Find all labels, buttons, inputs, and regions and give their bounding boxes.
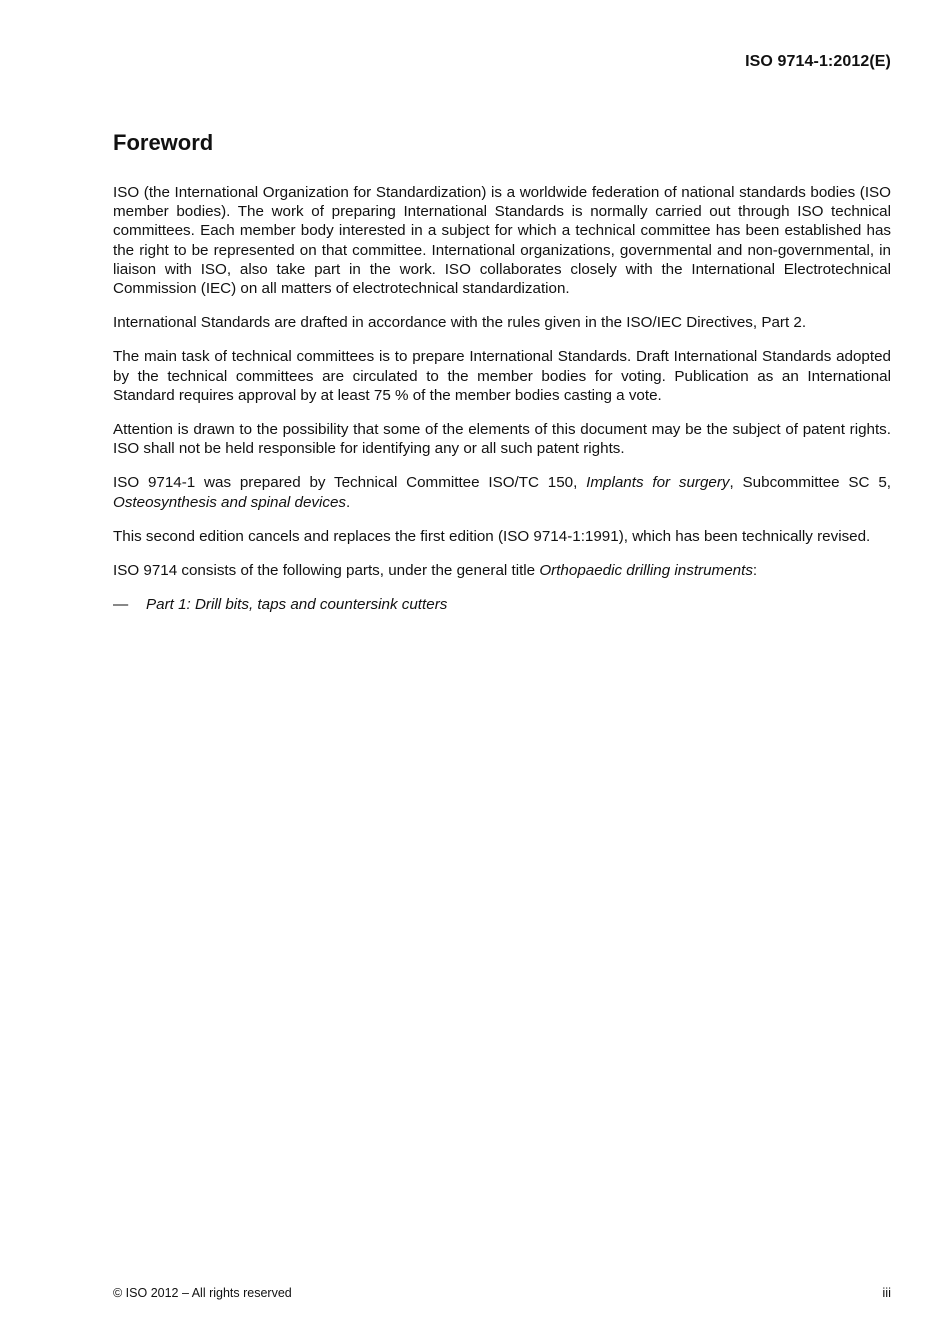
parts-intro-text-2: :: [752, 562, 758, 580]
subcommittee-title: Osteosynthesis and spinal devices: [113, 493, 347, 511]
section-heading: Foreword: [113, 130, 214, 155]
foreword-body: [113, 183, 891, 614]
document-identifier: ISO 9714-1:2012(E): [745, 53, 891, 70]
parts-intro-text-1: ISO 9714 consists of the following parts, under the general title: [113, 562, 540, 580]
general-title: Orthopaedic drilling instruments: [539, 562, 753, 580]
committee-title: Implants for surgery: [586, 474, 730, 492]
paragraph-edition-note: This second edition cancels and replaces the first edition (ISO 9714-1:1991), which has been technically revised.: [113, 527, 871, 545]
preparation-text-2: , Subcommittee SC 5,: [729, 474, 891, 492]
page-number: iii: [882, 1285, 891, 1300]
paragraph-committee-task: The main task of technical committees is to prepare International Standards. Draft International Standards adopted by the technical committees are circulated to the member bodies for voting. Publication as an International Standard requires approval by at least 75 % of the member bodies casting a vote.: [113, 348, 891, 404]
list-dash: —: [113, 596, 129, 614]
list-item-text: Part 1: Drill bits, taps and countersink cutters: [146, 596, 448, 614]
paragraph-iso-description: ISO (the International Organization for Standardization) is a worldwide federation of national standards bodies (ISO member bodies). The work of preparing International Standards is normally carried out through ISO technical committees. Each member body interested in a subject for which a technical committee has been established has the right to be represented on that committee. International organizations, governmental and non-governmental, in liaison with ISO, also take part in the work. ISO collaborates closely with the International Electrotechnical Commission (IEC) on all matters of electrotechnical standardization.: [113, 184, 891, 298]
paragraph-patent-notice: Attention is drawn to the possibility that some of the elements of this document may be the subject of patent rights. ISO shall not be held responsible for identifying any or all such patent rights.: [113, 421, 891, 458]
preparation-text-3: .: [346, 493, 351, 511]
paragraph-parts-intro: [113, 561, 891, 580]
paragraph-preparation: [113, 473, 891, 511]
preparation-text-1: ISO 9714-1 was prepared by Technical Committee ISO/TC 150,: [113, 474, 587, 492]
footer-copyright: © ISO 2012 – All rights reserved: [113, 1286, 292, 1300]
paragraph-drafting-rules: International Standards are drafted in accordance with the rules given in the ISO/IEC Directives, Part 2.: [113, 314, 807, 332]
list-item: [113, 595, 891, 614]
